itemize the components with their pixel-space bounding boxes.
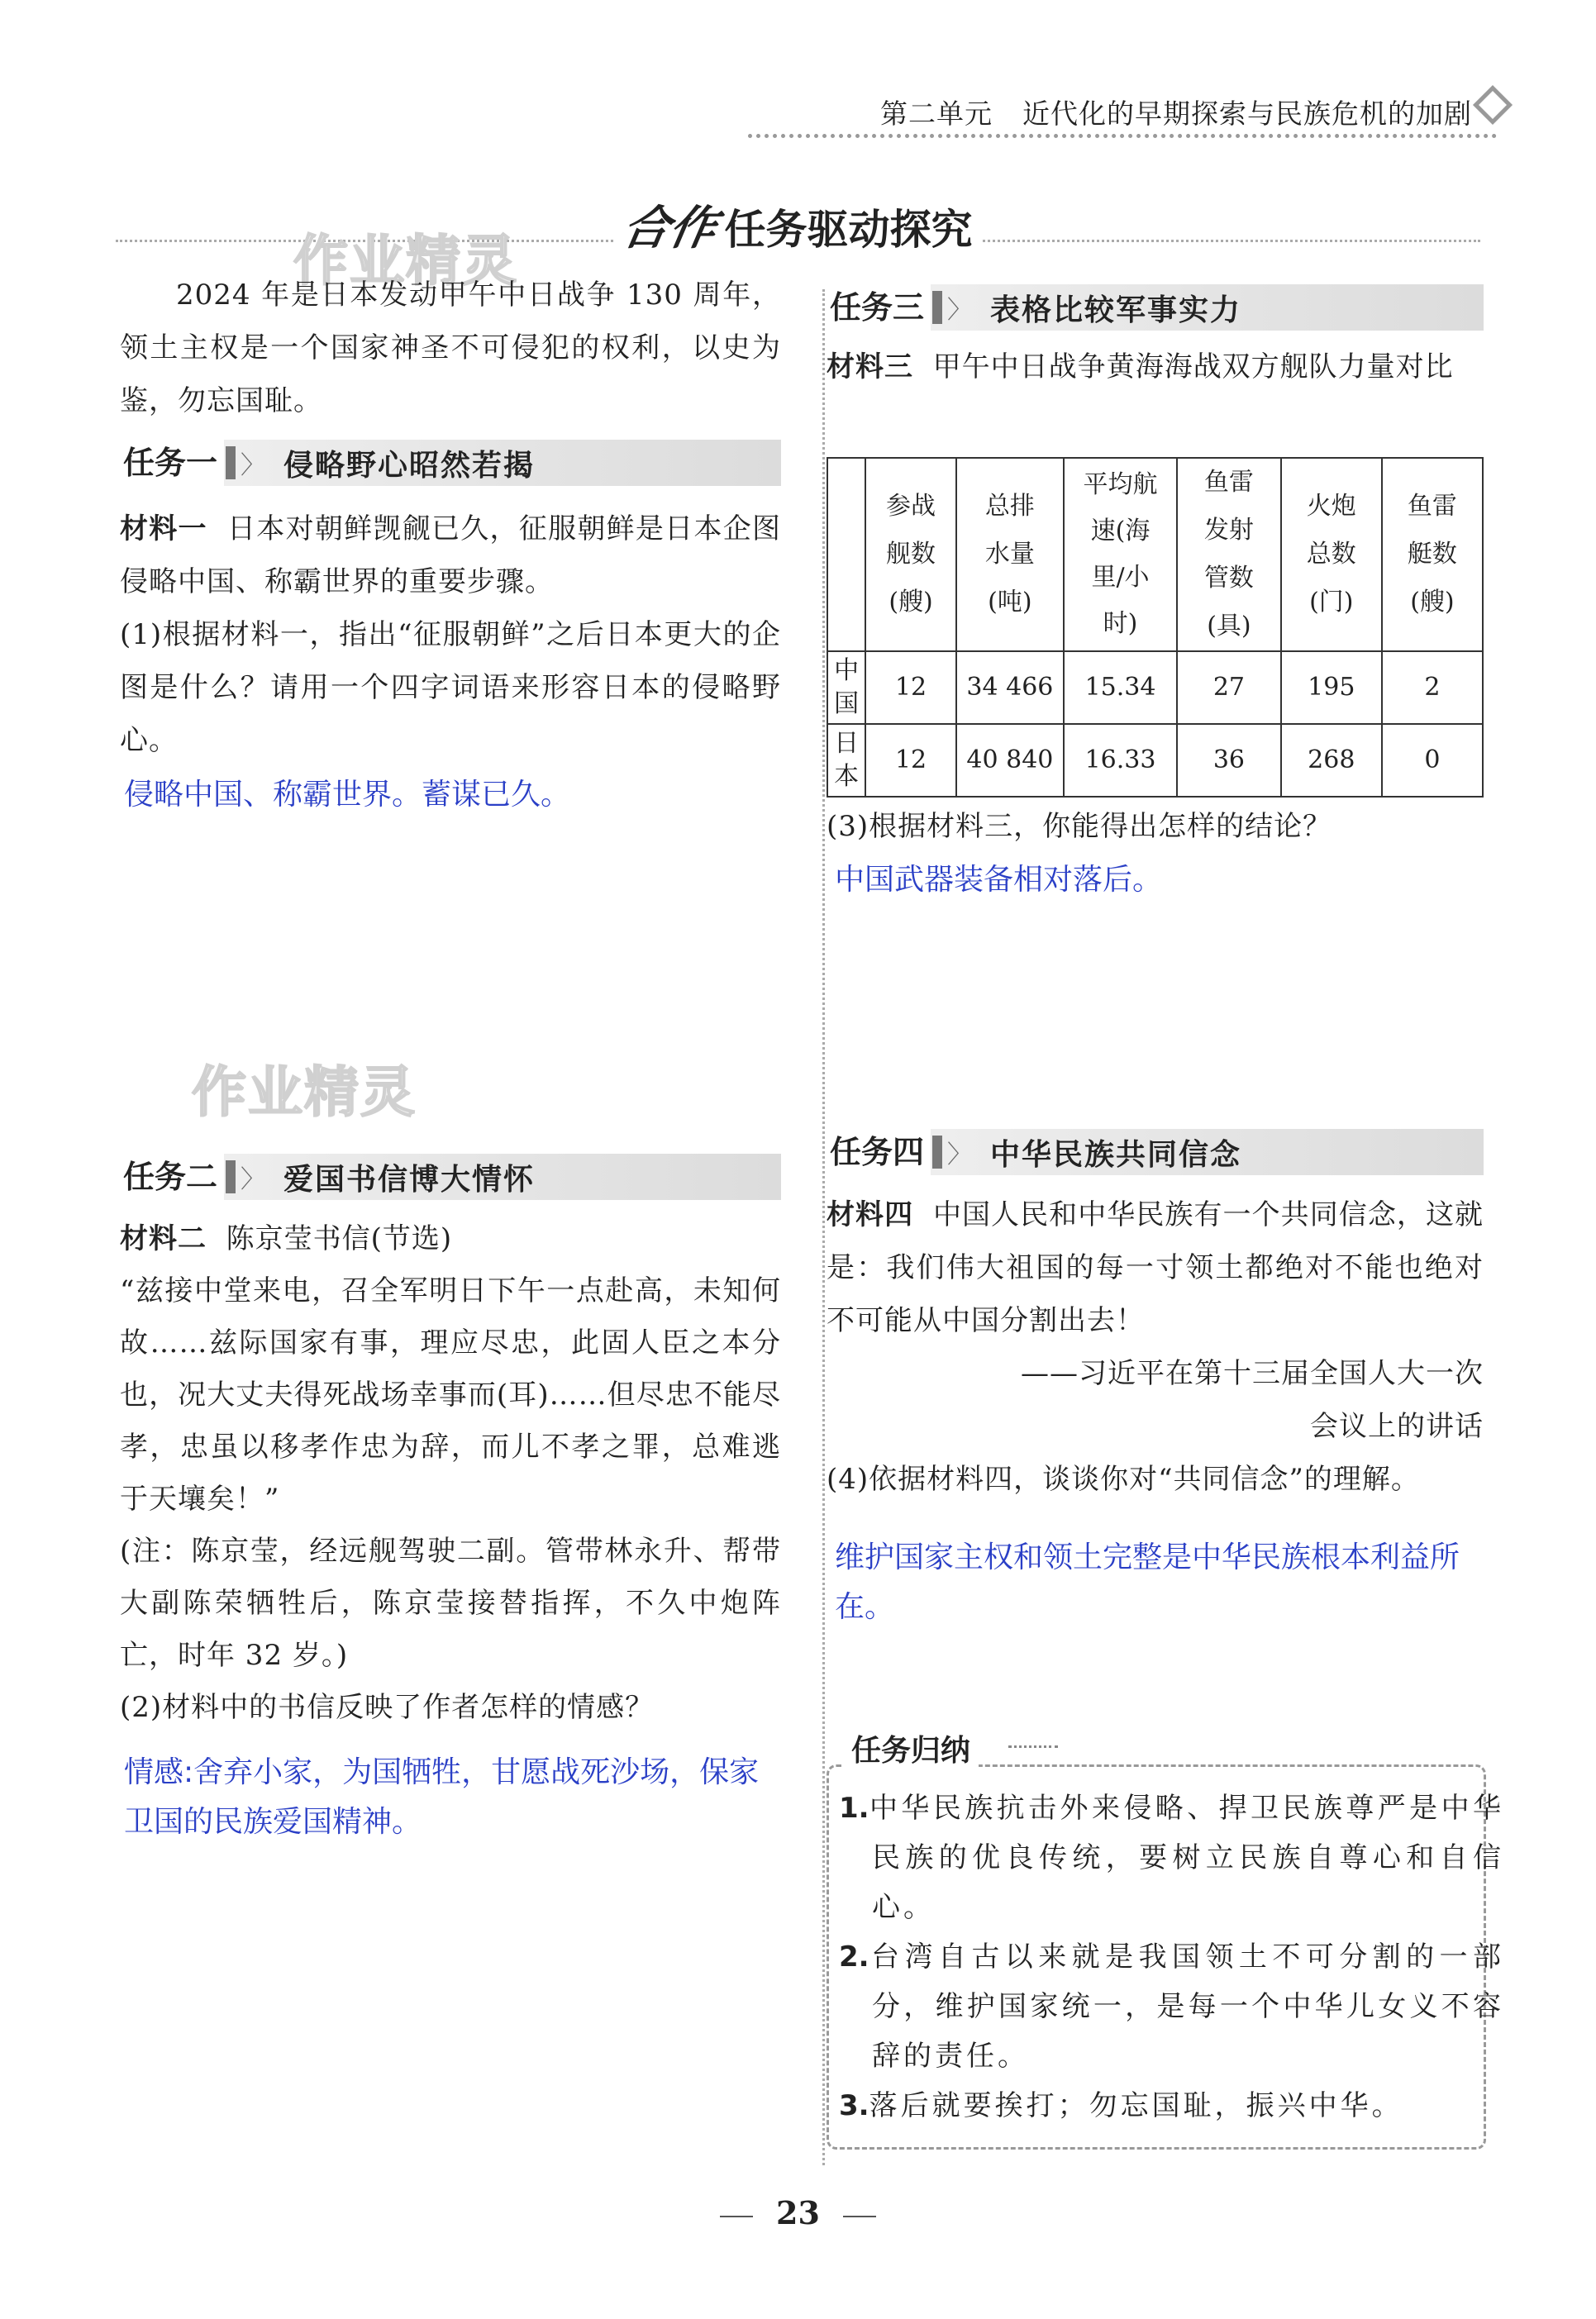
page-number: 23	[0, 2194, 1596, 2231]
table-row	[827, 724, 1483, 797]
summary-item-3: 3.落后就要挨打；勿忘国耻，振兴中华。	[839, 2089, 1403, 2122]
row-country: 日本	[827, 724, 865, 797]
material3-text: 甲午中日战争黄海海战双方舰队力量对比	[932, 350, 1454, 383]
letter-note: (注：陈京莹，经远舰驾驶二副。管带林永升、帮带大副陈荣牺牲后，陈京莹接替指挥，不久中炮阵亡，时年 32 岁。)	[120, 1535, 781, 1672]
diamond-icon	[1473, 85, 1513, 125]
task-marker-icon	[226, 446, 236, 479]
task3-material	[827, 340, 1484, 393]
task4-name: 中华民族共同信念	[990, 1137, 1242, 1172]
table-cell: 2	[1382, 651, 1483, 724]
table-cell: 16.33	[1064, 724, 1177, 797]
table-cell: 195	[1281, 651, 1382, 724]
chevron-right-icon: 〉	[947, 296, 973, 325]
watermark-middle: 作业精灵	[192, 1060, 417, 1124]
intro-paragraph	[120, 269, 781, 427]
table-header-row	[827, 458, 1483, 651]
task2-name: 爱国书信博大情怀	[283, 1162, 536, 1197]
task2-label: 任务二	[120, 1154, 224, 1200]
question2: (2)材料中的书信反映了作者怎样的情感？	[120, 1691, 655, 1724]
summary-title-rule	[1008, 1745, 1058, 1748]
answer4: 维护国家主权和领土完整是中华民族根本利益所在。	[835, 1540, 1460, 1624]
fleet-comparison-table	[827, 457, 1484, 798]
task3-header	[827, 284, 1484, 331]
material3-label: 材料三	[827, 350, 913, 383]
summary-item-1: 1.中华民族抗击外来侵略、捍卫民族尊严是中华民族的优良传统，要树立民族自尊心和自信心。	[839, 1792, 1504, 1924]
material2-title: 陈京莹书信(节选)	[226, 1222, 453, 1255]
question4: (4)依据材料四，谈谈你对“共同信念”的理解。	[827, 1463, 1420, 1496]
watermark-top: 作业精灵	[293, 229, 518, 293]
task1-name: 侵略野心昭然若揭	[283, 448, 536, 483]
table-header-cell: 鱼雷艇数(艘)	[1382, 458, 1483, 651]
task1-material	[120, 502, 781, 767]
letter-text: “兹接中堂来电，召全军明日下午一点赴高，未知何故……兹际国家有事，理应尽忠，此固人臣之本分也，况大丈夫得死战场幸事而(耳)……但尽忠不能尽孝，忠虽以移孝作忠为辞，而儿不孝之罪，总难逃于天壤矣！”	[120, 1274, 781, 1516]
material1-label: 材料一	[120, 512, 207, 545]
table-header-cell: 鱼雷发射管数(具)	[1177, 458, 1281, 651]
chevron-right-icon: 〉	[241, 1165, 266, 1194]
page-title	[0, 192, 1596, 258]
task3-label: 任务三	[827, 284, 931, 331]
source-line-2: 会议上的讲话	[1310, 1410, 1484, 1443]
answer3: 中国武器装备相对落后。	[835, 863, 1163, 897]
task4-label: 任务四	[827, 1129, 931, 1175]
task-marker-icon	[226, 1160, 236, 1193]
summary-item-2: 2.台湾自古以来就是我国领土不可分割的一部分，维护国家统一，是每一个中华儿女义不容辞的责任。	[839, 1940, 1504, 2073]
table-cell: 27	[1177, 651, 1281, 724]
source-line-1: ——习近平在第十三届全国人大一次	[1021, 1357, 1484, 1390]
answer1: 侵略中国、称霸世界。蓄谋已久。	[124, 778, 571, 812]
table-header-cell: 火炮总数(门)	[1281, 458, 1382, 651]
running-head	[880, 93, 1472, 131]
unit-label: 第二单元	[880, 98, 993, 130]
row-country: 中国	[827, 651, 865, 724]
header-divider	[748, 134, 1497, 138]
table-cell: 268	[1281, 724, 1382, 797]
chevron-right-icon: 〉	[241, 451, 266, 480]
task-marker-icon	[932, 1136, 942, 1169]
answer2: 情感:舍弃小家，为国牺牲，甘愿战死沙场，保家卫国的民族爱国精神。	[124, 1755, 760, 1839]
question1: (1)根据材料一，指出“征服朝鲜”之后日本更大的企图是什么？请用一个四字词语来形容日本的侵略野心。	[120, 618, 781, 757]
table-header-cell: 总排水量(吨)	[956, 458, 1064, 651]
material4-label: 材料四	[827, 1198, 914, 1231]
task2-material	[120, 1213, 781, 1734]
table-cell: 12	[865, 651, 956, 724]
material2-label: 材料二	[120, 1222, 207, 1255]
summary-title: 任务归纳	[843, 1727, 979, 1769]
table-cell: 36	[1177, 724, 1281, 797]
title-text: 任务驱动探究	[724, 206, 973, 254]
table-cell: 34 466	[956, 651, 1064, 724]
task1-header	[120, 440, 781, 486]
chevron-right-icon: 〉	[947, 1140, 973, 1169]
unit-title: 近代化的早期探索与民族危机的加剧	[1022, 98, 1472, 130]
table-cell: 40 840	[956, 724, 1064, 797]
table-cell: 12	[865, 724, 956, 797]
table-cell: 0	[1382, 724, 1483, 797]
table-corner	[827, 458, 865, 651]
intro-text: 2024 年是日本发动甲午中日战争 130 周年，领土主权是一个国家神圣不可侵犯的权利，以史为鉴，勿忘国耻。	[120, 279, 781, 417]
material1-text: 日本对朝鲜觊觎已久，征服朝鲜是日本企图侵略中国、称霸世界的重要步骤。	[120, 512, 782, 598]
title-prefix: 合作	[617, 202, 721, 255]
question3: (3)根据材料三，你能得出怎样的结论？	[827, 810, 1332, 843]
table-cell: 15.34	[1064, 651, 1177, 724]
task4-material	[827, 1188, 1484, 1506]
task3-name: 表格比较军事实力	[990, 293, 1242, 327]
column-divider	[822, 289, 825, 2165]
table-row	[827, 651, 1483, 724]
task4-header	[827, 1129, 1484, 1175]
table-header-cell: 参战舰数(艘)	[865, 458, 956, 651]
table-header-cell: 平均航速(海里/小时)	[1064, 458, 1177, 651]
task2-header	[120, 1154, 781, 1200]
task1-label: 任务一	[120, 440, 224, 486]
task-marker-icon	[932, 291, 942, 324]
material4-text: 中国人民和中华民族有一个共同信念，这就是：我们伟大祖国的每一寸领土都绝对不能也绝对不可能从中国分割出去！	[827, 1198, 1484, 1337]
